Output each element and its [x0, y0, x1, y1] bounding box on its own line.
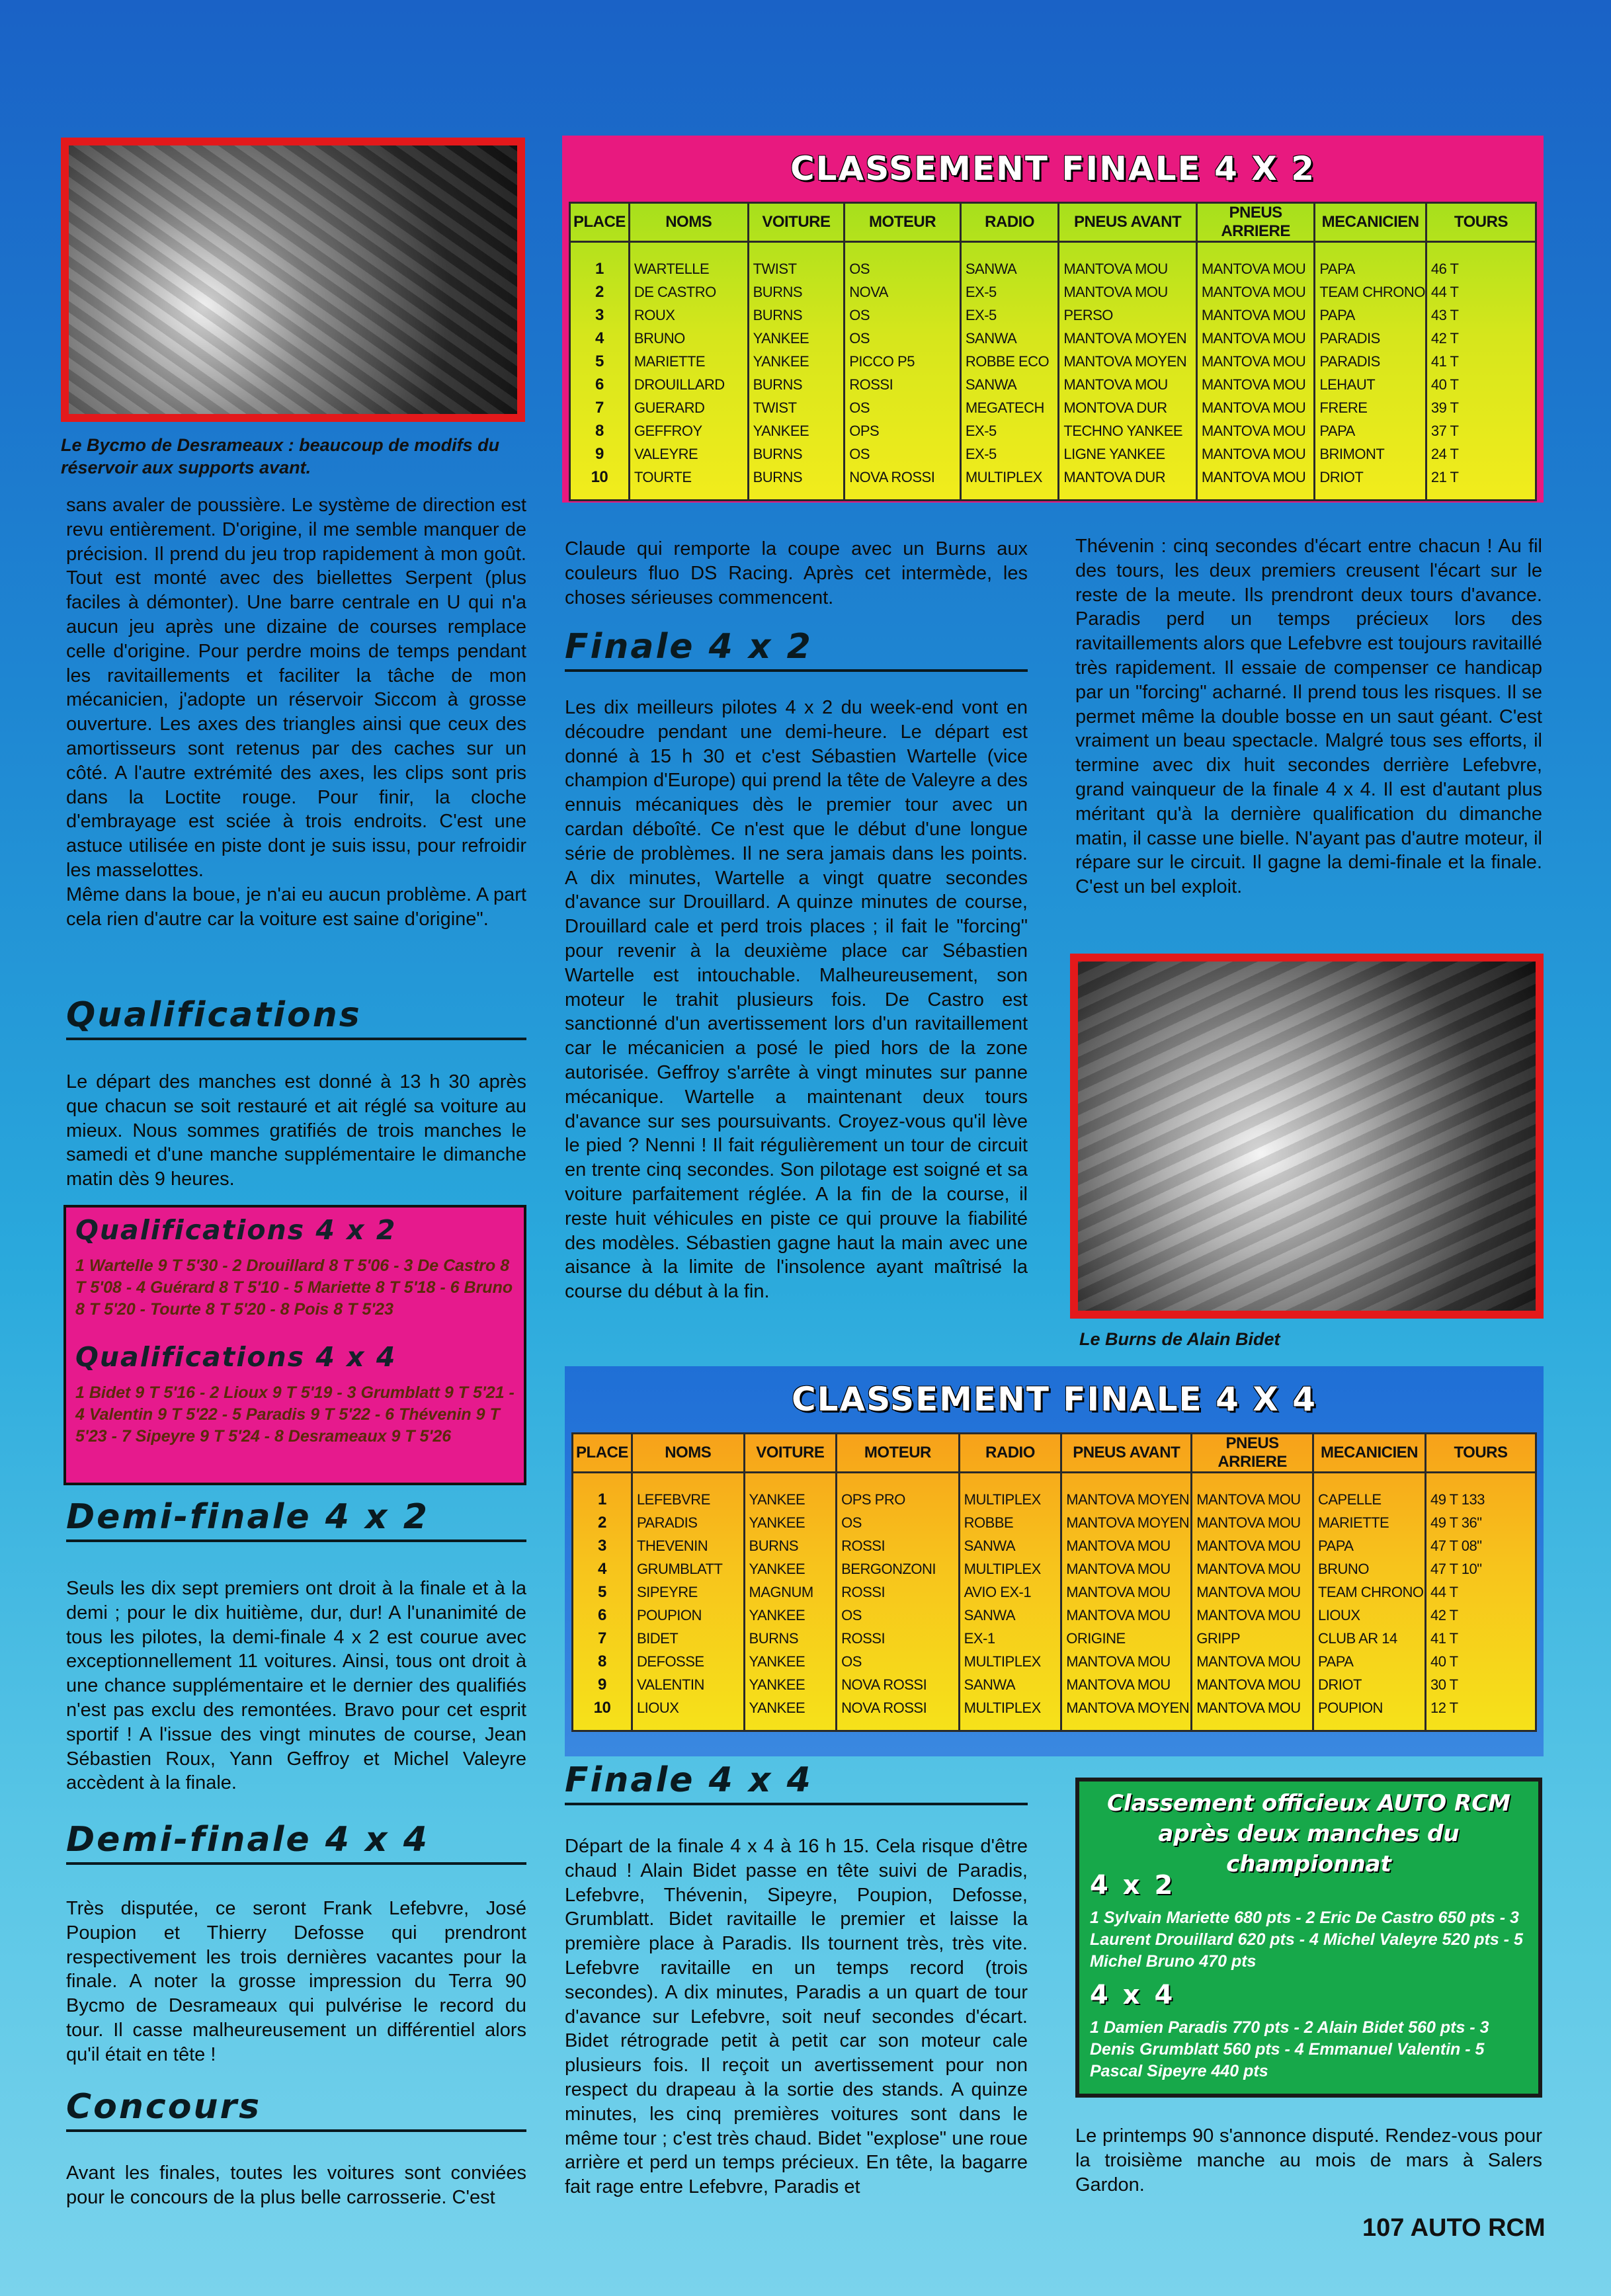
table-cell: 42 T: [1426, 327, 1536, 350]
table-header-cell: PLACE: [570, 203, 630, 242]
photo-right-caption: Le Burns de Alain Bidet: [1079, 1329, 1280, 1349]
table-cell: GRIPP: [1192, 1627, 1313, 1650]
table-cell: NOVA ROSSI: [845, 466, 961, 489]
table-cell: BURNS: [748, 373, 845, 396]
table-cell: MANTOVA MOU: [1196, 280, 1315, 304]
table-header-cell: TOURS: [1426, 203, 1536, 242]
table-header-cell: MECANICIEN: [1315, 203, 1426, 242]
demi-finale-4x2-text: Seuls les dix sept premiers ont droit à la finale et à la demi ; pour le dix huitième, dur, dur! A l'unanimité de tous les pilotes, la demi-finale 4 x 2 est courue avec exceptionnellement 11 voitures. Ainsi, tous ont droit à une chance supplémentaire et le dernier des qualifiés n'est pas exclu des remontées. Bravo pour cet esprit sportif ! A l'issue des vingt minutes de course, Jean Sébastien Roux, Yann Geffroy et Michel Valeyre accèdent à la finale.: [66, 1578, 526, 1794]
table-cell: VALENTIN: [632, 1673, 744, 1696]
table-cell: MULTIPLEX: [959, 1488, 1061, 1511]
table-cell: ROSSI: [837, 1534, 960, 1557]
table-cell: PARADIS: [1315, 350, 1426, 373]
table-header-cell: TOURS: [1425, 1434, 1536, 1473]
table-cell: MANTOVA MOU: [1196, 373, 1315, 396]
table-cell: 49 T 133: [1425, 1488, 1536, 1511]
col3-top-text: Thévenin : cinq secondes d'écart entre chacun ! Au fil des tours, les deux premiers creusent l'écart sur le reste de la meute. Ils prendront deux tours d'avance. Paradis perd un temps précieux lors des ravitaillements alors que Lefebvre est toujours ravitaillé très rapidement. Il essaie de compenser ce handicap par un "forcing" acharné. Il prend tous les risques. Il se permet même la double bosse en un saut géant. C'est vraiment un beau spectacle. Malgré tous ses efforts, il termine avec dix huit secondes derrière Lefebvre, grand vainqueur de la finale 4 x 4. Il est d'autant plus méritant qu'à la dernière qualification du dimanche matin, il casse une bielle. N'ayant pas d'autre moteur, il répare sur le circuit. Il gagne la demi-finale et la finale. C'est un bel exploit.: [1075, 536, 1543, 898]
photo-image-2: [1078, 962, 1536, 1311]
table-cell: 2: [570, 280, 630, 304]
table-cell: SANWA: [959, 1673, 1061, 1696]
table-cell: MANTOVA MOU: [1196, 304, 1315, 327]
table-cell: LIOUX: [1313, 1604, 1425, 1627]
table-cell: PAPA: [1313, 1650, 1425, 1673]
table-row: [570, 442, 1536, 466]
table-finale-4x4: [565, 1366, 1544, 1756]
table-cell: 10: [573, 1696, 632, 1719]
table-cell: 1: [573, 1488, 632, 1511]
table-cell: OS: [837, 1511, 960, 1534]
table-cell: MANTOVA MOU: [1059, 373, 1196, 396]
table-row: [573, 1534, 1536, 1557]
table-cell: ROSSI: [837, 1580, 960, 1604]
table-cell: 37 T: [1426, 419, 1536, 442]
col1-intro: [66, 493, 526, 931]
table-cell: MANTOVA MOU: [1196, 350, 1315, 373]
table-cell: TWIST: [748, 257, 845, 280]
table-cell: LIGNE YANKEE: [1059, 442, 1196, 466]
table-cell: ROUX: [629, 304, 748, 327]
table-header-cell: MOTEUR: [837, 1434, 960, 1473]
magazine-name: AUTO RCM: [1410, 2214, 1546, 2242]
demi-finale-4x4-text: Très disputée, ce seront Frank Lefebvre, José Poupion et Thierry Defosse qui prendront respectivement les trois dernières vacantes pour la finale. A noter la grosse impression du Terra 90 Bycmo de Desrameaux qui pulvérise le record du tour. Il casse malheureusement un différentiel alors qu'il était en tête !: [66, 1898, 526, 2065]
table-cell: FRERE: [1315, 396, 1426, 419]
finale-4x2-text: Les dix meilleurs pilotes 4 x 2 du week-end vont en découdre pendant une demi-heure. Le départ est donné à 15 h 30 et c'est Sébastien Wartelle (vice champion d'Europe) qui prend la tête de Valeyre a des ennuis mécaniques dès le premier tour avec un cardan déboîté. Ce n'est que le début d'une longue série de problèmes. Il ne sera jamais dans les points. A dix minutes, Wartelle a vingt quatre secondes d'avance sur Drouillard. A quinze minutes de course, Drouillard cale et perd trois places ; il fait le "forcing" pour revenir à la deuxième place car Sébastien Wartelle est intouchable. Malheureusement, son moteur le trahit plusieurs fois. De Castro est sanctionné d'un avertissement lors d'un ravitaillement car le mécanicien a posé le pied hors de la zone autorisée. Geffroy s'arrête à vingt minutes sur panne mécanique. Wartelle a maintenant deux tours d'avance sur ses poursuivants. Croyez-vous qu'il lève le pied ? Nenni ! Il fait régulièrement un tour de circuit en trente cinq secondes. Son pilotage est soigné et sa voiture parfaitement réglée. A la fin de la course, il reste huit véhicules en piste ce qui prouve la fiabilité des modèles. Sébastien gagne haut la main avec une aisance à la limite de l'insolence ayant maîtrisé la course du début à la fin.: [565, 697, 1028, 1303]
table-cell: SANWA: [959, 1604, 1061, 1627]
table-cell: PAPA: [1315, 419, 1426, 442]
table-cell: 5: [573, 1580, 632, 1604]
table-cell: 30 T: [1425, 1673, 1536, 1696]
table-cell: BERGONZONI: [837, 1557, 960, 1580]
table-cell: 47 T 10": [1425, 1557, 1536, 1580]
table-row: [570, 373, 1536, 396]
table-cell: 4: [573, 1557, 632, 1580]
table-cell: 44 T: [1426, 280, 1536, 304]
page-number: 107: [1362, 2214, 1405, 2242]
table-cell: OS: [845, 396, 961, 419]
table-cell: MARIETTE: [1313, 1511, 1425, 1534]
table-cell: SANWA: [960, 327, 1059, 350]
table-cell: 43 T: [1426, 304, 1536, 327]
table-cell: MANTOVA MOU: [1196, 257, 1315, 280]
table-cell: MANTOVA MOU: [1192, 1557, 1313, 1580]
table-cell: MULTIPLEX: [959, 1650, 1061, 1673]
table-row: [573, 1580, 1536, 1604]
table-cell: MANTOVA MOU: [1192, 1673, 1313, 1696]
table-cell: ROBBE: [959, 1511, 1061, 1534]
table-cell: MULTIPLEX: [959, 1557, 1061, 1580]
table-cell: 41 T: [1426, 350, 1536, 373]
table-row: [573, 1511, 1536, 1534]
table-spacer-row: [573, 1473, 1536, 1489]
table-cell: MANTOVA MOU: [1061, 1580, 1192, 1604]
table-cell: LEHAUT: [1315, 373, 1426, 396]
table-row: [573, 1627, 1536, 1650]
table-cell: OS: [837, 1604, 960, 1627]
table-cell: LIOUX: [632, 1696, 744, 1719]
table-cell: GEFFROY: [629, 419, 748, 442]
table-cell: TOURTE: [629, 466, 748, 489]
table-cell: 8: [570, 419, 630, 442]
table-cell: YANKEE: [744, 1650, 837, 1673]
table-cell: MANTOVA DUR: [1059, 466, 1196, 489]
qualifications-text: Le départ des manches est donné à 13 h 30 après que chacun se soit restauré et ait réglé sa voiture au mieux. Nous sommes gratifiés de trois manches le samedi et d'une manche supplémentaire le dimanche matin dès 9 heures.: [66, 1071, 526, 1190]
table-cell: DRIOT: [1313, 1673, 1425, 1696]
table-cell: EX-1: [959, 1627, 1061, 1650]
table-row: [573, 1696, 1536, 1719]
table-cell: NOVA ROSSI: [837, 1696, 960, 1719]
box-q42-title: Qualifications 4 x 2: [75, 1214, 397, 1246]
table-cell: ROSSI: [845, 373, 961, 396]
table-cell: 21 T: [1426, 466, 1536, 489]
box-q44-text: 1 Bidet 9 T 5'16 - 2 Lioux 9 T 5'19 - 3 Grumblatt 9 T 5'21 - 4 Valentin 9 T 5'22 - 5 Paradis 9 T 5'22 - 6 Thévenin 9 T 5'23 - 7 Sipeyre 9 T 5'24 - 8 Desrameaux 9 T 5'26: [75, 1383, 515, 1446]
table-cell: MARIETTE: [629, 350, 748, 373]
table-row: [570, 396, 1536, 419]
table-header-cell: MOTEUR: [845, 203, 961, 242]
table-cell: OPS: [845, 419, 961, 442]
table-cell: EX-5: [960, 442, 1059, 466]
concours-text: Avant les finales, toutes les voitures sont conviées pour le concours de la plus belle carrosserie. C'est: [66, 2162, 526, 2208]
table-row: [570, 280, 1536, 304]
table-cell: MANTOVA MOYEN: [1059, 327, 1196, 350]
heading-demi-finale-4x4: Demi-finale 4 x 4: [66, 1820, 526, 1865]
col1-intro-p2: Même dans la boue, je n'ai eu aucun problème. A part cela rien d'autre car la voiture est saine d'origine".: [66, 883, 526, 930]
table-cell: BRUNO: [629, 327, 748, 350]
table-cell: ORIGINE: [1061, 1627, 1192, 1650]
table-cell: CLUB AR 14: [1313, 1627, 1425, 1650]
table-bottom-row: [573, 1719, 1536, 1731]
table-cell: SANWA: [960, 257, 1059, 280]
table-cell: PERSO: [1059, 304, 1196, 327]
table-cell: THEVENIN: [632, 1534, 744, 1557]
table-cell: CAPELLE: [1313, 1488, 1425, 1511]
table-header-cell: RADIO: [960, 203, 1059, 242]
table-row: [573, 1604, 1536, 1627]
table-4x4-header-row: [573, 1434, 1536, 1473]
table-cell: LEFEBVRE: [632, 1488, 744, 1511]
table-cell: PAPA: [1315, 304, 1426, 327]
table-cell: WARTELLE: [629, 257, 748, 280]
heading-demi-finale-4x2: Demi-finale 4 x 2: [66, 1497, 526, 1542]
page-footer: [1362, 2214, 1561, 2242]
table-cell: 24 T: [1426, 442, 1536, 466]
table-cell: MANTOVA MOYEN: [1061, 1696, 1192, 1719]
heading-concours: Concours: [66, 2087, 526, 2132]
table-cell: 4: [570, 327, 630, 350]
table-cell: 46 T: [1426, 257, 1536, 280]
table-cell: MANTOVA MOU: [1192, 1511, 1313, 1534]
table-header-cell: RADIO: [959, 1434, 1061, 1473]
table-cell: MANTOVA MOU: [1061, 1650, 1192, 1673]
table-cell: MULTIPLEX: [959, 1696, 1061, 1719]
table-cell: PARADIS: [1315, 327, 1426, 350]
table-cell: PICCO P5: [845, 350, 961, 373]
table-cell: MANTOVA MOU: [1196, 327, 1315, 350]
table-cell: MANTOVA MOU: [1196, 419, 1315, 442]
table-cell: 3: [573, 1534, 632, 1557]
table-cell: 41 T: [1425, 1627, 1536, 1650]
photo-burns-alain-bidet: [1070, 954, 1544, 1319]
heading-qualifications: Qualifications: [66, 995, 526, 1040]
photo-top-caption: Le Bycmo de Desrameaux : beaucoup de modifs du réservoir aux supports avant.: [61, 435, 500, 477]
table-cell: DROUILLARD: [629, 373, 748, 396]
table-cell: OS: [837, 1650, 960, 1673]
table-cell: ROBBE ECO: [960, 350, 1059, 373]
table-cell: 10: [570, 466, 630, 489]
table-row: [570, 419, 1536, 442]
table-cell: MAGNUM: [744, 1580, 837, 1604]
green-box-text-4x2: 1 Sylvain Mariette 680 pts - 2 Eric De Castro 650 pts - 3 Laurent Drouillard 620 pts - 4 Michel Valeyre 520 pts - 5 Michel Bruno 470 pts: [1090, 1908, 1523, 1971]
col1-intro-p1: sans avaler de poussière. Le système de direction est revu entièrement. D'origine, il me semble manquer de précision. Il prend du jeu trop rapidement à mon goût. Tout est monté avec des biellettes Serpent (plus faciles à démonter). Une barre centrale en U qui n'a aucun jeu après une dizaine de courses remplace celle d'origine. Pour perdre moins de temps pendant les ravitaillements et faciliter la tâche de mon mécanicien, j'adopte un réservoir Siccom à grosse ouverture. Les axes des triangles ainsi que ceux des amortisseurs sont retenus par des caches sur un côté. A l'autre extrémité des axes, les clips sont pris dans la Loctite rouge. Pour finir, la cloche d'embrayage est sciée à trois endroits. C'est une astuce utilisée en piste dont je suis issu, pour refroidir les masselottes.: [66, 495, 526, 881]
table-cell: AVIO EX-1: [959, 1580, 1061, 1604]
table-cell: 39 T: [1426, 396, 1536, 419]
table-row: [573, 1557, 1536, 1580]
table-cell: MANTOVA MOU: [1061, 1673, 1192, 1696]
table-cell: BRUNO: [1313, 1557, 1425, 1580]
table-header-cell: MECANICIEN: [1313, 1434, 1425, 1473]
table-cell: MANTOVA MOU: [1059, 257, 1196, 280]
finale-4x4-text: Départ de la finale 4 x 4 à 16 h 15. Cela risque d'être chaud ! Alain Bidet passe en tête suivi de Paradis, Lefebvre, Thévenin, Sipeyre, Poupion, Defosse, Grumblatt. Bidet ravitaille le premier et laisse la première place à Paradis. Ils tournent très, très vite. Lefebvre ravitaille en un temps record (trois secondes). A dix minutes, Paradis a un quart de tour d'avance sur Lefebvre, soit neuf secondes d'écart. Bidet rétrograde petit à petit car son moteur cale plusieurs fois. Il reçoit un avertissement pour non respect du drapeau à la sortie des stands. A quinze minutes, les cinq premières voitures sont dans le même tour ; c'est très chaud. Bidet "explose" une roue arrière et perd un temps précieux. En tête, la bagarre fait rage entre Lefebvre, Paradis et: [565, 1836, 1028, 2198]
table-cell: TEAM CHRONO: [1313, 1580, 1425, 1604]
table-row: [570, 350, 1536, 373]
table-cell: VALEYRE: [629, 442, 748, 466]
table-cell: MANTOVA MOU: [1192, 1696, 1313, 1719]
table-row: [570, 257, 1536, 280]
table-cell: DE CASTRO: [629, 280, 748, 304]
table-cell: POUPION: [632, 1604, 744, 1627]
table-cell: GUERARD: [629, 396, 748, 419]
table-cell: SANWA: [960, 373, 1059, 396]
table-cell: 7: [570, 396, 630, 419]
table-cell: 9: [570, 442, 630, 466]
table-cell: DEFOSSE: [632, 1650, 744, 1673]
table-cell: BURNS: [744, 1534, 837, 1557]
table-cell: YANKEE: [744, 1557, 837, 1580]
table-cell: 6: [573, 1604, 632, 1627]
table-cell: EX-5: [960, 304, 1059, 327]
table-header-cell: PNEUS AVANT: [1061, 1434, 1192, 1473]
heading-finale-4x4: Finale 4 x 4: [565, 1760, 1028, 1805]
table-cell: BURNS: [744, 1627, 837, 1650]
table-cell: YANKEE: [744, 1696, 837, 1719]
table-cell: MANTOVA MOU: [1192, 1488, 1313, 1511]
green-box-sub-4x2: 4 x 2: [1090, 1870, 1176, 1901]
table-cell: MANTOVA MOU: [1192, 1604, 1313, 1627]
table-4x2-title: CLASSEMENT FINALE 4 X 2: [790, 149, 1316, 188]
table-cell: BURNS: [748, 466, 845, 489]
table-4x4-title: CLASSEMENT FINALE 4 X 4: [791, 1380, 1317, 1418]
table-header-cell: NOMS: [629, 203, 748, 242]
green-box-title: Classement officieux AUTO RCM après deux manches du championnat: [1106, 1790, 1511, 1877]
table-cell: MANTOVA MOU: [1196, 442, 1315, 466]
table-cell: BURNS: [748, 280, 845, 304]
table-cell: NOVA ROSSI: [837, 1673, 960, 1696]
table-cell: TEAM CHRONO: [1315, 280, 1426, 304]
table-cell: ROSSI: [837, 1627, 960, 1650]
table-cell: YANKEE: [748, 327, 845, 350]
table-4x4-grid: [571, 1432, 1537, 1732]
table-cell: SANWA: [959, 1534, 1061, 1557]
table-cell: PAPA: [1313, 1534, 1425, 1557]
table-cell: OS: [845, 304, 961, 327]
photo-image: [69, 145, 517, 414]
table-cell: BURNS: [748, 442, 845, 466]
table-row: [570, 327, 1536, 350]
table-cell: YANKEE: [744, 1511, 837, 1534]
table-cell: 6: [570, 373, 630, 396]
table-cell: 42 T: [1425, 1604, 1536, 1627]
table-cell: MANTOVA MOU: [1192, 1580, 1313, 1604]
table-cell: TWIST: [748, 396, 845, 419]
table-cell: EX-5: [960, 280, 1059, 304]
table-header-cell: VOITURE: [744, 1434, 837, 1473]
table-cell: 9: [573, 1673, 632, 1696]
table-spacer-row: [570, 242, 1536, 258]
table-cell: MANTOVA MOU: [1061, 1557, 1192, 1580]
table-4x2-grid: [569, 202, 1537, 501]
table-cell: MANTOVA MOYEN: [1061, 1488, 1192, 1511]
table-cell: 49 T 36": [1425, 1511, 1536, 1534]
box-q42-text: 1 Wartelle 9 T 5'30 - 2 Drouillard 8 T 5'06 - 3 De Castro 8 T 5'08 - 4 Guérard 8 T 5'10 - 5 Mariette 8 T 5'18 - 6 Bruno 8 T 5'20 - Tourte 8 T 5'20 - 8 Pois 8 T 5'23: [75, 1256, 513, 1319]
table-bottom-row: [570, 489, 1536, 501]
heading-finale-4x2: Finale 4 x 2: [565, 627, 1028, 672]
table-row: [573, 1650, 1536, 1673]
table-cell: YANKEE: [744, 1673, 837, 1696]
table-cell: BRIMONT: [1315, 442, 1426, 466]
table-cell: BIDET: [632, 1627, 744, 1650]
col2-top-text: Claude qui remporte la coupe avec un Burns aux couleurs fluo DS Racing. Après cet intermède, les choses sérieuses commencent.: [565, 538, 1028, 608]
table-cell: POUPION: [1313, 1696, 1425, 1719]
table-row: [573, 1673, 1536, 1696]
table-cell: 40 T: [1426, 373, 1536, 396]
table-cell: MANTOVA MOU: [1061, 1534, 1192, 1557]
table-cell: MANTOVA MOU: [1196, 466, 1315, 489]
table-cell: 47 T 08": [1425, 1534, 1536, 1557]
table-row: [573, 1488, 1536, 1511]
table-cell: 3: [570, 304, 630, 327]
col3-bottom-text: Le printemps 90 s'annonce disputé. Rendez-vous pour la troisième manche au mois de mars à Salers Gardon.: [1075, 2125, 1542, 2195]
table-4x2-header-row: [570, 203, 1536, 242]
table-cell: OS: [845, 327, 961, 350]
table-cell: MULTIPLEX: [960, 466, 1059, 489]
box-q44-title: Qualifications 4 x 4: [75, 1341, 397, 1373]
table-cell: OS: [845, 257, 961, 280]
table-header-cell: PNEUS ARRIERE: [1192, 1434, 1313, 1473]
table-cell: TECHNO YANKEE: [1059, 419, 1196, 442]
table-cell: BURNS: [748, 304, 845, 327]
table-finale-4x2: [562, 136, 1544, 503]
table-cell: MANTOVA MOU: [1192, 1534, 1313, 1557]
table-cell: 44 T: [1425, 1580, 1536, 1604]
table-cell: MANTOVA MOYEN: [1059, 350, 1196, 373]
table-cell: YANKEE: [744, 1604, 837, 1627]
table-cell: PARADIS: [632, 1511, 744, 1534]
table-cell: MANTOVA MOU: [1196, 396, 1315, 419]
table-header-cell: VOITURE: [748, 203, 845, 242]
table-cell: MANTOVA MOU: [1059, 280, 1196, 304]
table-cell: GRUMBLATT: [632, 1557, 744, 1580]
table-cell: 1: [570, 257, 630, 280]
table-row: [570, 304, 1536, 327]
table-cell: 7: [573, 1627, 632, 1650]
table-header-cell: NOMS: [632, 1434, 744, 1473]
table-cell: YANKEE: [744, 1488, 837, 1511]
table-cell: EX-5: [960, 419, 1059, 442]
table-cell: YANKEE: [748, 419, 845, 442]
table-cell: OS: [845, 442, 961, 466]
green-box-text-4x4: 1 Damien Paradis 770 pts - 2 Alain Bidet 560 pts - 3 Denis Grumblatt 560 pts - 4 Emmanuel Valentin - 5 Pascal Sipeyre 440 pts: [1090, 2018, 1489, 2080]
table-cell: MEGATECH: [960, 396, 1059, 419]
table-cell: YANKEE: [748, 350, 845, 373]
table-cell: MANTOVA MOU: [1061, 1604, 1192, 1627]
table-cell: MONTOVA DUR: [1059, 396, 1196, 419]
classement-officieux-box: [1075, 1778, 1542, 2098]
table-cell: 12 T: [1425, 1696, 1536, 1719]
table-cell: 40 T: [1425, 1650, 1536, 1673]
table-cell: OPS PRO: [837, 1488, 960, 1511]
table-header-cell: PNEUS AVANT: [1059, 203, 1196, 242]
table-cell: 8: [573, 1650, 632, 1673]
qualifications-box: [63, 1205, 526, 1485]
green-box-sub-4x4: 4 x 4: [1090, 1980, 1176, 2010]
table-cell: 2: [573, 1511, 632, 1534]
table-header-cell: PNEUS ARRIERE: [1196, 203, 1315, 242]
table-cell: MANTOVA MOU: [1192, 1650, 1313, 1673]
table-cell: DRIOT: [1315, 466, 1426, 489]
table-cell: NOVA: [845, 280, 961, 304]
table-cell: SIPEYRE: [632, 1580, 744, 1604]
photo-bycmo-desrameaux: [61, 138, 525, 422]
table-cell: MANTOVA MOYEN: [1061, 1511, 1192, 1534]
table-row: [570, 466, 1536, 489]
table-cell: 5: [570, 350, 630, 373]
table-header-cell: PLACE: [573, 1434, 632, 1473]
table-cell: PAPA: [1315, 257, 1426, 280]
